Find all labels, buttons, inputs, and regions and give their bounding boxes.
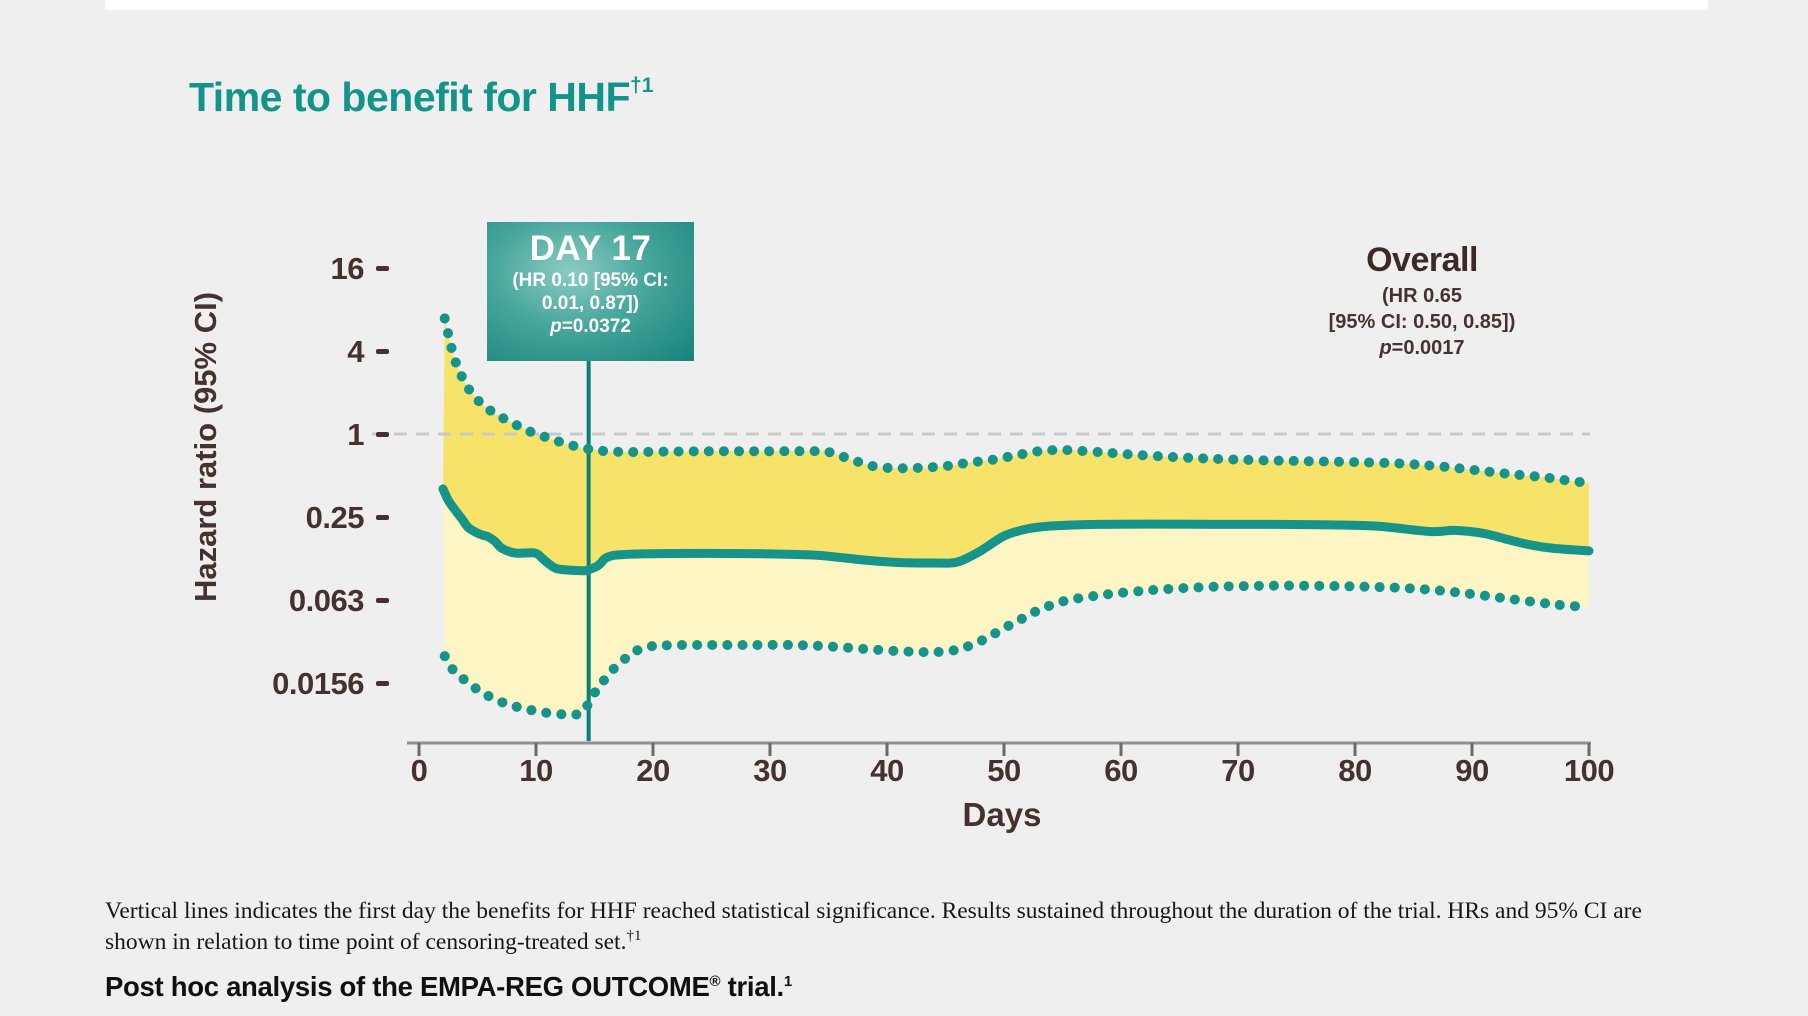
day17-hr-line1: (HR 0.10 [95% CI: [512, 270, 669, 291]
y-tick-0.0156 [124, 666, 364, 700]
p-italic: p [1379, 337, 1392, 359]
footnote-superscript: †1 [626, 928, 642, 945]
p-value-text: =0.0017 [1391, 337, 1465, 359]
y-tick-dash [376, 515, 389, 520]
day17-heading: DAY 17 [529, 229, 652, 268]
reference-superscript: 1 [783, 972, 792, 990]
day17-p-value [487, 315, 694, 338]
registered-mark: ® [709, 972, 721, 990]
p-italic: p [550, 316, 562, 338]
overall-p-value [1276, 335, 1568, 361]
x-tick-60: 60 [1104, 753, 1138, 788]
overall-heading: Overall [1366, 241, 1478, 279]
p-value-text: =0.0372 [561, 316, 631, 338]
day17-hr-line2: 0.01, 0.87]) [541, 293, 640, 315]
posthoc-text: Post hoc analysis of the EMPA-REG OUTCOME [105, 971, 710, 1002]
x-tick-0: 0 [410, 753, 428, 788]
y-tick-dash [376, 681, 389, 686]
footnote-text: Vertical lines indicates the first day the benefits for HHF reached statistical significance. Results sustained throughout the duration of the trial. HRs and 95% CI are shown in relation to time point of censoring-treated set. [105, 898, 1642, 956]
x-tick-70: 70 [1221, 753, 1255, 788]
x-tick-100: 100 [1563, 753, 1615, 788]
y-tick-value: 0.063 [288, 582, 364, 618]
y-tick-1 [124, 417, 364, 451]
x-tick-90: 90 [1455, 753, 1489, 788]
y-axis-label: Hazard ratio (95% CI) [188, 291, 223, 603]
x-tick-40: 40 [870, 753, 904, 788]
chart-title-superscript: †1 [630, 74, 654, 98]
day17-callout-box [487, 222, 694, 361]
x-tick-20: 20 [636, 753, 670, 788]
y-tick-dash [376, 349, 389, 354]
y-tick-value: 0.0156 [272, 666, 364, 702]
y-tick-4 [124, 334, 364, 368]
footnote [105, 896, 1703, 959]
overall-hr-line2: [95% CI: 0.50, 0.85]) [1328, 311, 1516, 333]
y-tick-dash [376, 598, 389, 603]
x-tick-30: 30 [753, 753, 787, 788]
y-tick-value: 0.25 [305, 500, 364, 535]
posthoc-statement [105, 971, 792, 1003]
y-tick-value: 1 [347, 417, 364, 452]
y-tick-0.063 [124, 583, 364, 617]
y-tick-dash [376, 266, 389, 271]
x-tick-80: 80 [1338, 753, 1372, 788]
x-axis-label: Days [962, 796, 1042, 833]
overall-hr-line1: (HR 0.65 [1381, 285, 1463, 307]
y-tick-value: 16 [330, 251, 364, 286]
x-tick-10: 10 [519, 753, 553, 788]
y-tick-value: 4 [347, 334, 364, 369]
y-tick-dash [376, 432, 389, 437]
x-tick-50: 50 [987, 753, 1021, 788]
y-tick-16 [124, 251, 364, 285]
chart-title-text: Time to benefit for HHF [189, 74, 631, 120]
overall-annotation [1276, 241, 1568, 361]
y-tick-0.25 [124, 500, 364, 534]
posthoc-trial-text: trial. [720, 971, 784, 1002]
